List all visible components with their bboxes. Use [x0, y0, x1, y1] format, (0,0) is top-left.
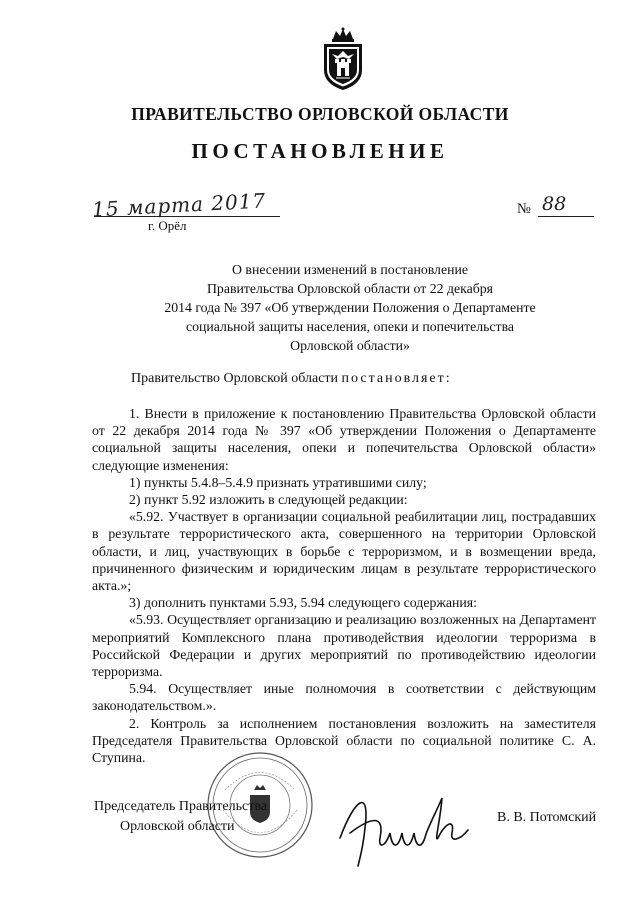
document-subject [120, 260, 580, 355]
subject-line: О внесении изменений в постановление [232, 262, 468, 277]
paragraph-1-item-3: 3) дополнить пунктами 5.93, 5.94 следующего содержания: [129, 595, 477, 611]
orel-region-coat-of-arms-icon [318, 26, 368, 92]
paragraph-1-item-1: 1) пункты 5.4.8–5.4.9 признать утратившими силу; [129, 474, 427, 490]
document-date: 15 марта 2017 [91, 188, 267, 222]
document-city: г. Орёл [148, 218, 187, 233]
clause-5-93: «5.93. Осуществляет организацию и реализацию возложенных на Департамент мероприятий Комплексного плана противодействия идеологии терроризма в Российской Федерации и других мероприятий по противодействию идеологии терроризма. [92, 612, 596, 680]
subject-line: Орловской области» [290, 338, 410, 353]
handwritten-signature-icon [330, 778, 480, 873]
document-body [92, 405, 596, 766]
signatory-name: В. В. Потомский [497, 810, 597, 825]
paragraph-1: 1. Внести в приложение к постановлению Правительства Орловской области от 22 декабря 2014 года № 397 «Об утверждении Положения о Департаменте социальной защиты населения, опеки и попечительства Орловской области» следующие изменения: [92, 406, 596, 473]
document-type-title: ПОСТАНОВЛЕНИЕ [191, 139, 449, 163]
signatory-position-line2: Орловской области [120, 819, 235, 834]
number-label: № [517, 201, 531, 217]
government-title: ПРАВИТЕЛЬСТВО ОРЛОВСКОЙ ОБЛАСТИ [131, 104, 509, 124]
clause-5-94: 5.94. Осуществляет иные полномочия в соответствии с действующим законодательством.». [92, 681, 596, 714]
document-number: 88 [542, 193, 567, 215]
date-underline [94, 216, 280, 217]
clause-5-92: «5.92. Участвует в организации социальной реабилитации лиц, пострадавших в результате террористического акта, совершенного на территории Орловской области, и лиц, участвующих в борьбе с терроризмом, и в возмещении вреда, причиненного физическим и юридическим лицам в результате террористического акта.»; [92, 509, 596, 594]
subject-line: Правительства Орловской области от 22 декабря [206, 281, 494, 296]
subject-line: социальной защиты населения, опеки и попечительства [185, 319, 515, 334]
signatory-position-line1: Председатель Правительства [94, 799, 267, 814]
signatory-position [94, 797, 267, 837]
paragraph-2: 2. Контроль за исполнением постановления возложить на заместителя Председателя Правительства Орловской области по социальной политике С. А. Ступина. [92, 715, 596, 766]
preamble [131, 371, 452, 387]
paragraph-1-item-2: 2) пункт 5.92 изложить в следующей редакции: [129, 492, 408, 508]
preamble-text: Правительство Орловской области [131, 371, 339, 386]
subject-line: 2014 года № 397 «Об утверждении Положения о Департаменте [164, 300, 536, 315]
preamble-verb: постановляет: [341, 371, 452, 386]
number-underline [538, 216, 594, 217]
